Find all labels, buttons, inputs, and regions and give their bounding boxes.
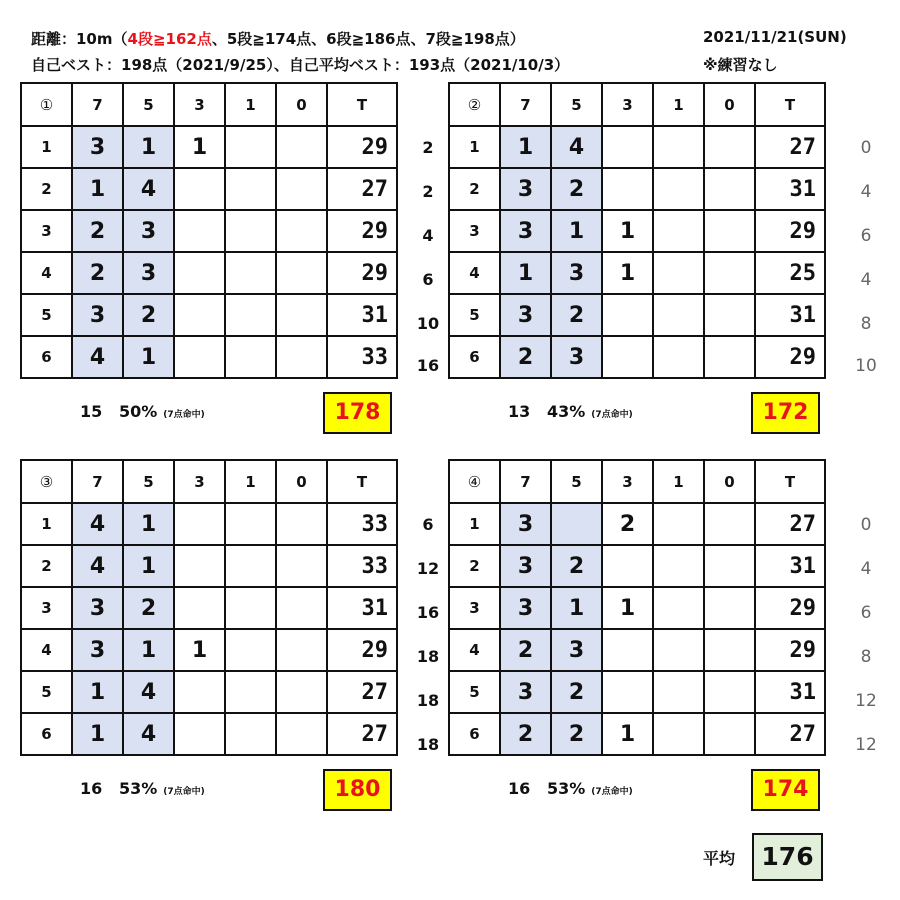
count-5: 1 <box>123 126 174 168</box>
count-7: 1 <box>72 713 123 755</box>
count-5: 3 <box>551 336 602 378</box>
count-3 <box>174 168 225 210</box>
cumulative-hits: 10 <box>416 314 440 333</box>
count-7: 2 <box>500 713 551 755</box>
count-3 <box>602 336 653 378</box>
end-number: 5 <box>449 671 500 713</box>
count-5: 2 <box>551 671 602 713</box>
end-number: 3 <box>449 210 500 252</box>
count-5: 1 <box>551 587 602 629</box>
count-0 <box>704 210 755 252</box>
count-5: 1 <box>551 210 602 252</box>
round-1-total: 178 <box>323 392 392 434</box>
count-3 <box>602 545 653 587</box>
count-5: 2 <box>551 294 602 336</box>
count-5: 2 <box>123 587 174 629</box>
count-5: 3 <box>551 252 602 294</box>
count-3 <box>174 713 225 755</box>
cumulative-hits: 4 <box>422 226 434 245</box>
end-total: 29 <box>327 629 397 671</box>
count-1 <box>653 336 704 378</box>
count-5: 3 <box>551 629 602 671</box>
table-row <box>21 629 397 671</box>
table-header-row <box>449 460 825 503</box>
side-value: 8 <box>860 314 872 334</box>
count-0 <box>276 252 327 294</box>
count-0 <box>704 587 755 629</box>
cumulative-hits: 12 <box>416 559 440 578</box>
count-7: 3 <box>500 503 551 545</box>
end-total: 33 <box>327 545 397 587</box>
count-5: 3 <box>123 210 174 252</box>
count-0 <box>276 168 327 210</box>
count-1 <box>225 671 276 713</box>
table-row <box>449 336 825 378</box>
count-1 <box>225 713 276 755</box>
side-value: 6 <box>860 603 872 623</box>
table-row <box>449 629 825 671</box>
count-3 <box>602 168 653 210</box>
count-1 <box>653 126 704 168</box>
count-0 <box>704 545 755 587</box>
column-header: 3 <box>602 460 653 503</box>
count-0 <box>704 713 755 755</box>
end-total: 31 <box>327 587 397 629</box>
end-number: 5 <box>21 671 72 713</box>
cumulative-hits: 16 <box>416 356 440 375</box>
count-1 <box>653 210 704 252</box>
count-5 <box>551 503 602 545</box>
table-row <box>449 713 825 755</box>
round-label: ③ <box>21 460 72 503</box>
count-3: 2 <box>602 503 653 545</box>
count-0 <box>276 210 327 252</box>
round-1-summary <box>80 402 205 421</box>
end-number: 4 <box>449 252 500 294</box>
column-header: 0 <box>276 83 327 126</box>
count-1 <box>653 713 704 755</box>
round-2-summary <box>508 402 633 421</box>
count-3 <box>602 126 653 168</box>
count-1 <box>225 168 276 210</box>
count-0 <box>276 294 327 336</box>
count-7: 3 <box>500 587 551 629</box>
count-5: 2 <box>123 294 174 336</box>
count-0 <box>276 336 327 378</box>
round-3-total: 180 <box>323 769 392 811</box>
table-row <box>449 545 825 587</box>
column-header: 0 <box>704 460 755 503</box>
count-7: 4 <box>72 545 123 587</box>
count-1 <box>653 252 704 294</box>
column-header: 1 <box>225 83 276 126</box>
end-total: 29 <box>755 336 825 378</box>
column-header: 3 <box>174 460 225 503</box>
end-total: 29 <box>755 210 825 252</box>
table-row <box>449 503 825 545</box>
end-total: 31 <box>755 168 825 210</box>
end-number: 6 <box>449 713 500 755</box>
count-0 <box>704 294 755 336</box>
count-7: 1 <box>72 671 123 713</box>
column-header: T <box>755 460 825 503</box>
table-row <box>21 252 397 294</box>
count-3 <box>174 503 225 545</box>
table-row <box>21 336 397 378</box>
table-row <box>449 252 825 294</box>
table-row <box>21 126 397 168</box>
average-value: 176 <box>752 833 823 881</box>
hit-percentage: 43% <box>546 402 586 421</box>
column-header: 3 <box>602 83 653 126</box>
count-3 <box>174 294 225 336</box>
count-0 <box>704 168 755 210</box>
end-total: 29 <box>327 126 397 168</box>
count-0 <box>276 587 327 629</box>
end-number: 2 <box>21 168 72 210</box>
end-number: 1 <box>21 126 72 168</box>
hit-percentage: 53% <box>118 779 158 798</box>
round-label: ② <box>449 83 500 126</box>
cumulative-hits: 18 <box>416 691 440 710</box>
end-number: 5 <box>449 294 500 336</box>
count-7: 4 <box>72 336 123 378</box>
round-3-table <box>20 459 398 756</box>
side-value: 8 <box>860 647 872 667</box>
side-value: 4 <box>860 182 872 202</box>
count-7: 1 <box>500 252 551 294</box>
count-1 <box>225 545 276 587</box>
cumulative-hits: 16 <box>416 603 440 622</box>
column-header: 7 <box>500 83 551 126</box>
count-5: 1 <box>123 503 174 545</box>
count-1 <box>653 587 704 629</box>
count-0 <box>276 713 327 755</box>
count-1 <box>225 336 276 378</box>
column-header: 1 <box>653 83 704 126</box>
end-number: 4 <box>21 629 72 671</box>
table-row <box>21 503 397 545</box>
end-total: 27 <box>755 503 825 545</box>
end-total: 31 <box>327 294 397 336</box>
column-header: T <box>327 83 397 126</box>
table-header-row <box>21 460 397 503</box>
round-4-table <box>448 459 826 756</box>
column-header: 5 <box>123 83 174 126</box>
end-total: 27 <box>755 126 825 168</box>
count-5: 4 <box>123 168 174 210</box>
count-5: 1 <box>123 336 174 378</box>
hit-note: (7点命中) <box>163 787 205 797</box>
end-number: 2 <box>21 545 72 587</box>
cumulative-hits: 18 <box>416 647 440 666</box>
distance-label: 距離：10m（ <box>31 30 128 48</box>
count-1 <box>653 168 704 210</box>
column-header: 7 <box>72 460 123 503</box>
column-header: 1 <box>653 460 704 503</box>
count-7: 2 <box>72 252 123 294</box>
table-row <box>449 210 825 252</box>
end-number: 4 <box>449 629 500 671</box>
count-0 <box>276 126 327 168</box>
end-number: 6 <box>449 336 500 378</box>
end-total: 29 <box>755 587 825 629</box>
count-5: 4 <box>123 713 174 755</box>
count-3 <box>174 336 225 378</box>
round-1-table <box>20 82 398 379</box>
count-3: 1 <box>602 210 653 252</box>
side-value: 10 <box>855 356 877 376</box>
end-total: 31 <box>755 294 825 336</box>
count-1 <box>653 629 704 671</box>
cumulative-hits: 6 <box>422 515 434 534</box>
hit-count: 16 <box>508 779 531 798</box>
column-header: 0 <box>704 83 755 126</box>
count-0 <box>276 671 327 713</box>
count-3 <box>602 671 653 713</box>
count-7: 3 <box>72 629 123 671</box>
side-value: 4 <box>860 559 872 579</box>
table-row <box>21 294 397 336</box>
hit-note: (7点命中) <box>163 410 205 420</box>
side-value: 12 <box>855 691 877 711</box>
hit-note: (7点命中) <box>591 410 633 420</box>
hit-count: 13 <box>508 402 531 421</box>
grade-4dan-threshold: 4段≧162点 <box>127 30 212 48</box>
count-3 <box>174 671 225 713</box>
end-total: 33 <box>327 503 397 545</box>
table-row <box>21 587 397 629</box>
count-7: 3 <box>72 294 123 336</box>
column-header: T <box>327 460 397 503</box>
side-value: 6 <box>860 226 872 246</box>
end-number: 5 <box>21 294 72 336</box>
count-3 <box>174 545 225 587</box>
column-header: 5 <box>551 83 602 126</box>
count-3: 1 <box>174 126 225 168</box>
end-number: 6 <box>21 336 72 378</box>
count-0 <box>704 336 755 378</box>
count-0 <box>704 252 755 294</box>
end-number: 6 <box>21 713 72 755</box>
count-3: 1 <box>602 713 653 755</box>
side-value: 0 <box>860 515 872 535</box>
count-7: 1 <box>72 168 123 210</box>
end-total: 31 <box>755 671 825 713</box>
column-header: T <box>755 83 825 126</box>
end-number: 3 <box>21 587 72 629</box>
count-7: 3 <box>500 210 551 252</box>
cumulative-hits: 6 <box>422 270 434 289</box>
count-7: 3 <box>500 545 551 587</box>
count-1 <box>653 545 704 587</box>
column-header: 7 <box>72 83 123 126</box>
table-row <box>21 671 397 713</box>
column-header: 1 <box>225 460 276 503</box>
end-total: 27 <box>327 168 397 210</box>
count-1 <box>653 671 704 713</box>
column-header: 5 <box>123 460 174 503</box>
table-row <box>21 210 397 252</box>
end-total: 25 <box>755 252 825 294</box>
table-row <box>449 294 825 336</box>
count-3: 1 <box>602 252 653 294</box>
count-5: 2 <box>551 713 602 755</box>
table-header-row <box>21 83 397 126</box>
hit-count: 15 <box>80 402 103 421</box>
date-label: 2021/11/21(SUN) <box>703 28 847 46</box>
count-5: 1 <box>123 629 174 671</box>
count-1 <box>225 503 276 545</box>
cumulative-hits: 2 <box>422 138 434 157</box>
end-total: 29 <box>327 210 397 252</box>
count-1 <box>225 252 276 294</box>
round-3-summary <box>80 779 205 798</box>
count-5: 2 <box>551 168 602 210</box>
table-row <box>449 126 825 168</box>
cumulative-hits: 18 <box>416 735 440 754</box>
end-total: 27 <box>327 671 397 713</box>
table-header-row <box>449 83 825 126</box>
count-0 <box>704 629 755 671</box>
count-0 <box>704 671 755 713</box>
end-total: 27 <box>755 713 825 755</box>
side-value: 4 <box>860 270 872 290</box>
table-row <box>449 168 825 210</box>
round-4-total: 174 <box>751 769 820 811</box>
end-number: 1 <box>21 503 72 545</box>
count-5: 4 <box>123 671 174 713</box>
hit-percentage: 50% <box>118 402 158 421</box>
hit-count: 16 <box>80 779 103 798</box>
end-number: 1 <box>449 126 500 168</box>
count-3: 1 <box>174 629 225 671</box>
grade-thresholds: 、5段≧174点、6段≧186点、7段≧198点） <box>211 30 525 48</box>
count-1 <box>653 503 704 545</box>
end-number: 2 <box>449 168 500 210</box>
count-7: 1 <box>500 126 551 168</box>
count-7: 3 <box>500 294 551 336</box>
count-7: 3 <box>500 168 551 210</box>
hit-note: (7点命中) <box>591 787 633 797</box>
count-7: 2 <box>500 336 551 378</box>
hit-percentage: 53% <box>546 779 586 798</box>
count-7: 2 <box>72 210 123 252</box>
count-3 <box>174 587 225 629</box>
count-3: 1 <box>602 587 653 629</box>
count-3 <box>174 210 225 252</box>
end-total: 27 <box>327 713 397 755</box>
column-header: 5 <box>551 460 602 503</box>
table-row <box>21 545 397 587</box>
count-0 <box>276 545 327 587</box>
count-5: 3 <box>123 252 174 294</box>
personal-best: 自己ベスト：198点（2021/9/25）、自己平均ベスト：193点（2021/10/3） <box>31 56 570 74</box>
table-row <box>21 168 397 210</box>
count-5: 4 <box>551 126 602 168</box>
count-0 <box>704 126 755 168</box>
round-2-table <box>448 82 826 379</box>
end-number: 3 <box>449 587 500 629</box>
round-label: ④ <box>449 460 500 503</box>
count-1 <box>225 126 276 168</box>
count-5: 2 <box>551 545 602 587</box>
end-number: 2 <box>449 545 500 587</box>
count-7: 3 <box>72 587 123 629</box>
round-label: ① <box>21 83 72 126</box>
side-value: 12 <box>855 735 877 755</box>
end-total: 29 <box>755 629 825 671</box>
average-label: 平均 <box>703 849 736 868</box>
count-7: 2 <box>500 629 551 671</box>
side-value: 0 <box>860 138 872 158</box>
count-1 <box>225 629 276 671</box>
round-2-total: 172 <box>751 392 820 434</box>
column-header: 7 <box>500 460 551 503</box>
practice-note: ※練習なし <box>703 56 778 74</box>
count-0 <box>276 503 327 545</box>
column-header: 3 <box>174 83 225 126</box>
count-7: 4 <box>72 503 123 545</box>
count-7: 3 <box>72 126 123 168</box>
count-1 <box>225 210 276 252</box>
column-header: 0 <box>276 460 327 503</box>
count-0 <box>704 503 755 545</box>
count-3 <box>602 629 653 671</box>
table-row <box>21 713 397 755</box>
end-number: 4 <box>21 252 72 294</box>
count-3 <box>602 294 653 336</box>
end-total: 29 <box>327 252 397 294</box>
round-4-summary <box>508 779 633 798</box>
distance-header <box>31 28 525 49</box>
end-total: 33 <box>327 336 397 378</box>
count-1 <box>225 587 276 629</box>
count-7: 3 <box>500 671 551 713</box>
count-1 <box>225 294 276 336</box>
count-5: 1 <box>123 545 174 587</box>
end-number: 1 <box>449 503 500 545</box>
end-total: 31 <box>755 545 825 587</box>
cumulative-hits: 2 <box>422 182 434 201</box>
count-3 <box>174 252 225 294</box>
end-number: 3 <box>21 210 72 252</box>
table-row <box>449 587 825 629</box>
table-row <box>449 671 825 713</box>
count-1 <box>653 294 704 336</box>
count-0 <box>276 629 327 671</box>
